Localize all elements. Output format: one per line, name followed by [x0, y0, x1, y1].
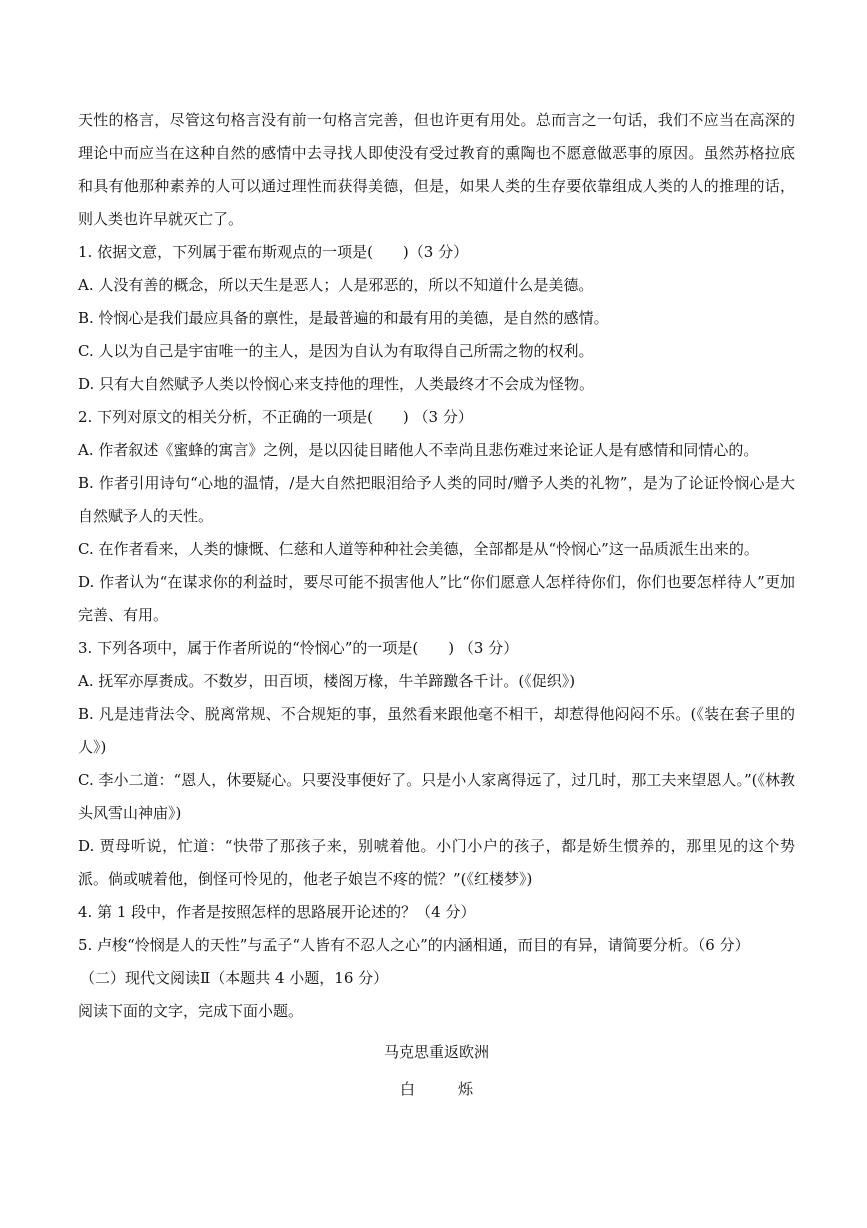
option-c: C. 人以为自己是宇宙唯一的主人，是因为自认为有取得自己所需之物的权利。	[78, 342, 594, 360]
question-stem: 4. 第 1 段中，作者是按照怎样的思路展开论述的？（4 分）	[78, 903, 476, 921]
section-instruction: 阅读下面的文字，完成下面小题。	[78, 1002, 304, 1020]
option-d: D. 贾母听说，忙道：“快带了那孩子来，别唬着他。小门小户的孩子，都是娇生惯养的，那里见的这个势派。倘或唬着他，倒怪可怜见的，他老子娘岂不疼的慌？”(《红楼梦》)	[78, 837, 795, 888]
option-b: B. 凡是违背法令、脱离常规、不合规矩的事，虽然看来跟他毫不相干，却惹得他闷闷不乐。(《装在套子里的人》)	[78, 705, 795, 756]
question-1	[78, 236, 795, 401]
question-stem: 5. 卢梭“怜悯是人的天性”与孟子“人皆有不忍人之心”的内涵相通，而目的有异，请简要分析。（6 分）	[78, 936, 750, 954]
question-stem: 1. 依据文意，下列属于霍布斯观点的一项是( )（3 分）	[78, 243, 469, 261]
question-stem: 2. 下列对原文的相关分析，不正确的一项是( ) （3 分）	[78, 408, 473, 426]
question-3	[78, 632, 795, 896]
question-5	[78, 929, 795, 962]
option-a: A. 抚军亦厚赉成。不数岁，田百顷，楼阁万椽，牛羊蹄躈各千计。(《促织》)	[78, 672, 576, 690]
option-c: C. 李小二道：“恩人，休要疑心。只要没事便好了。只是小人家离得远了，过几时，那工夫来望恩人。”(《林教头风雪山神庙》)	[78, 771, 795, 822]
option-b: B. 怜悯心是我们最应具备的禀性，是最普遍的和最有用的美德，是自然的感情。	[78, 309, 609, 327]
option-a: A. 人没有善的概念，所以天生是恶人；人是邪恶的，所以不知道什么是美德。	[78, 276, 594, 294]
option-b: B. 作者引用诗句“心地的温情，/是大自然把眼泪给予人类的同时/赠予人类的礼物”，是为了论证怜悯心是大自然赋予人的天性。	[78, 474, 795, 525]
option-d: D. 作者认为“在谋求你的利益时，要尽可能不损害他人”比“你们愿意人怎样待你们，你们也要怎样待人”更加完善、有用。	[78, 573, 795, 624]
option-a: A. 作者叙述《蜜蜂的寓言》之例，是以囚徒目睹他人不幸尚且悲伤难过来论证人是有感情和同情心的。	[78, 441, 759, 459]
reading-section	[78, 962, 795, 1106]
question-2	[78, 401, 795, 632]
option-c: C. 在作者看来，人类的慷慨、仁慈和人道等种种社会美德，全部都是从“怜悯心”这一品质派生出来的。	[78, 540, 759, 558]
option-d: D. 只有大自然赋予人类以怜悯心来支持他的理性，人类最终才不会成为怪物。	[78, 375, 595, 393]
article-title: 马克思重返欧洲	[383, 1043, 489, 1061]
article-author: 白 烁	[399, 1080, 487, 1098]
intro-paragraph: 天性的格言，尽管这句格言没有前一句格言完善，但也许更有用处。总而言之一句话，我们不应当在高深的理论中而应当在这种自然的感情中去寻找人即使没有受过教育的熏陶也不愿意做恶事的原因。虽然苏格拉底和具有他那种素养的人可以通过理性而获得美德，但是，如果人类的生存要依靠组成人类的人的推理的话，则人类也许早就灭亡了。	[78, 111, 795, 228]
section-heading: （二）现代文阅读Ⅱ（本题共 4 小题，16 分）	[80, 969, 389, 987]
question-stem: 3. 下列各项中，属于作者所说的“怜悯心”的一项是( ) （3 分）	[78, 639, 519, 657]
question-4	[78, 896, 795, 929]
